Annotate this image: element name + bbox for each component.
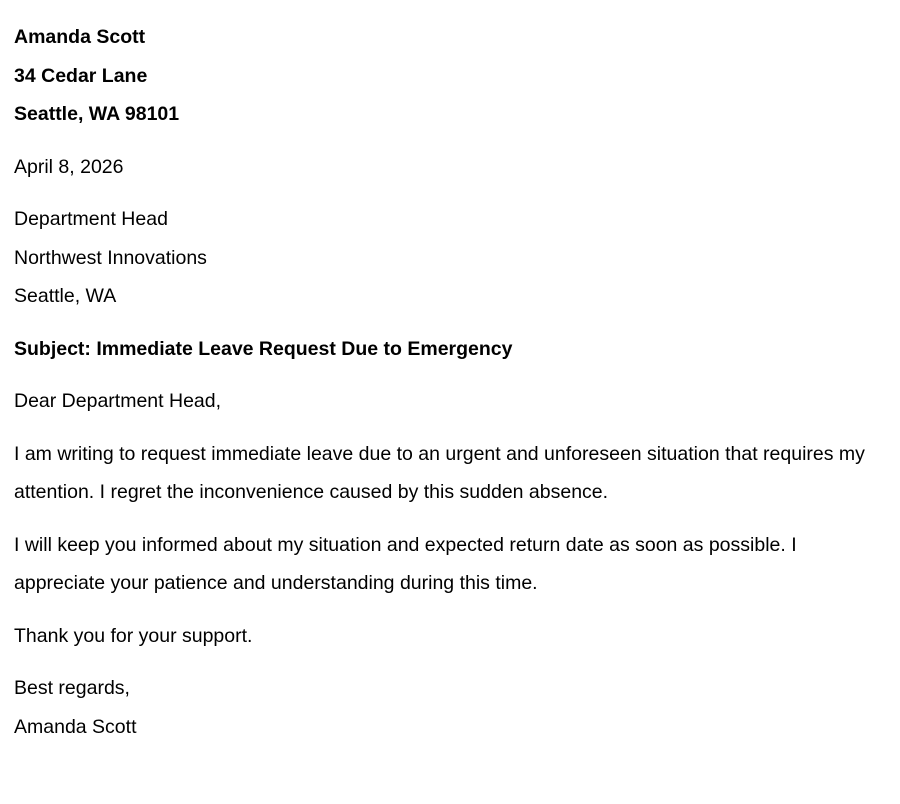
closing-signature: Amanda Scott xyxy=(14,715,137,738)
recipient-location: Seattle, WA xyxy=(14,285,117,307)
recipient-company: Northwest Innovations xyxy=(14,246,207,269)
sender-address-line1: 34 Cedar Lane xyxy=(14,64,148,87)
recipient-title: Department Head xyxy=(14,208,168,230)
salutation: Dear Department Head, xyxy=(14,390,222,412)
recipient-address-block xyxy=(14,200,870,316)
closing-block xyxy=(14,669,870,746)
body-paragraph-3: Thank you for your support. xyxy=(14,624,253,647)
body-paragraph-2: I will keep you informed about my situation and expected return date as soon as possible. I appreciate your patience and understanding during this time. xyxy=(14,533,797,594)
letter-date: April 8, 2026 xyxy=(14,155,124,178)
sender-address-line2: Seattle, WA 98101 xyxy=(14,103,180,125)
sender-name: Amanda Scott xyxy=(14,26,146,48)
subject-line: Subject: Immediate Leave Request Due to Emergency xyxy=(14,337,513,360)
body-paragraph-1: I am writing to request immediate leave due to an urgent and unforeseen situation that requires my attention. I regret the inconvenience caused by this sudden absence. xyxy=(14,442,865,503)
closing-sign-off: Best regards, xyxy=(14,677,130,699)
sender-address-block xyxy=(14,18,870,134)
